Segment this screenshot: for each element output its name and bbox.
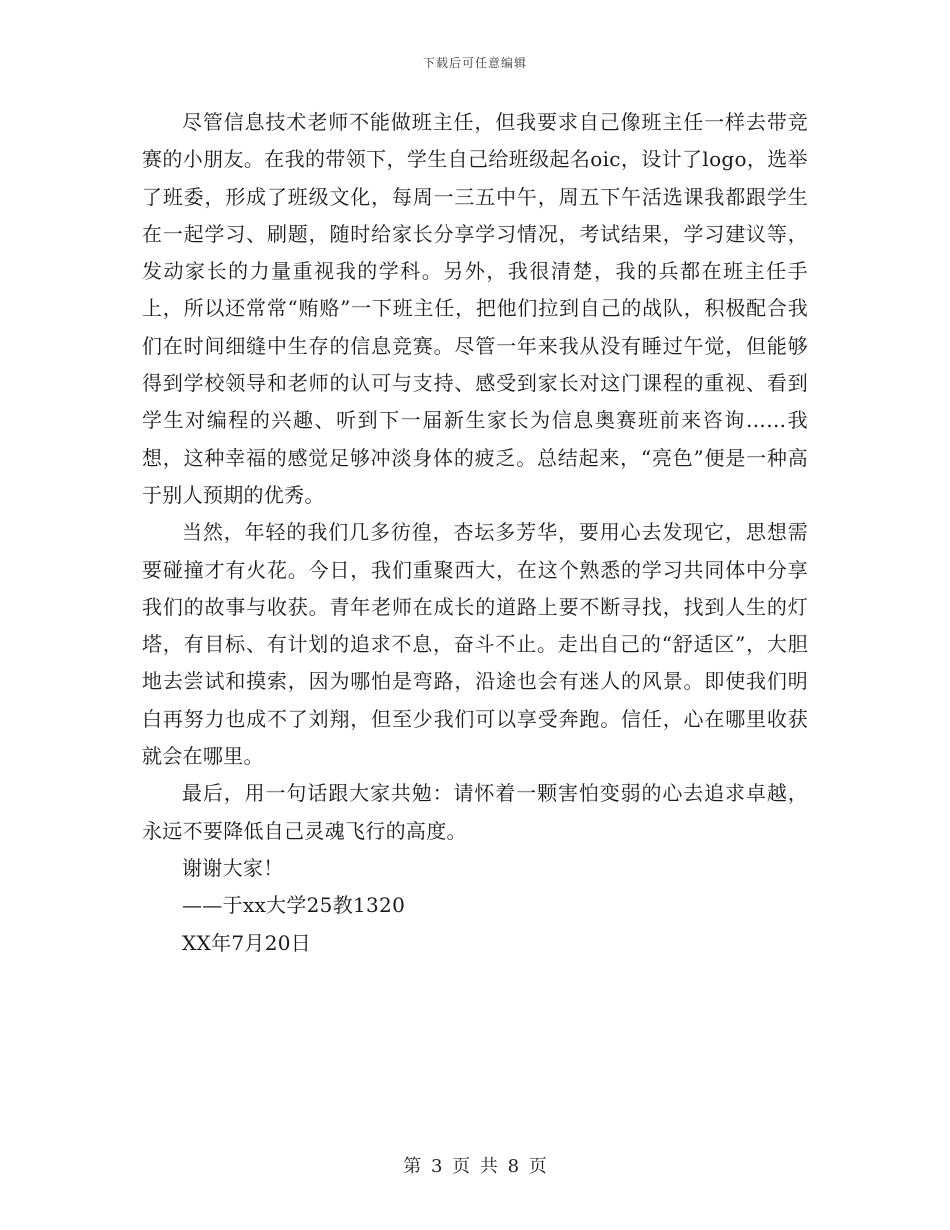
- closing-date: XX年7月20日: [182, 930, 312, 955]
- paragraph-2: 当然，年轻的我们几多彷徨，杏坛多芳华，要用心去发现它，思想需要碰撞才有火花。今日，我们重聚西大，在这个熟悉的学习共同体中分享我们的故事与收获。青年老师在成长的道路上要不断寻找，找到人生的灯塔，有目标、有计划的追求不息，奋斗不止。走出自己的“舒适区”，大胆地去尝试和摸索，因为哪怕是弯路，沿途也会有迷人的风景。即使我们明白再努力也成不了刘翔，但至少我们可以享受奔跑。信任，心在哪里收获就会在哪里。: [142, 520, 808, 769]
- page-number: 第 3 页 共 8 页: [403, 1156, 547, 1177]
- paragraph-3: 最后，用一句话跟大家共勉：请怀着一颗害怕变弱的心去追求卓越，永远不要降低自己灵魂飞行的高度。: [142, 781, 808, 843]
- document-body: [142, 104, 808, 962]
- paragraph-1: 尽管信息技术老师不能做班主任，但我要求自己像班主任一样去带竞赛的小朋友。在我的带领下，学生自己给班级起名oic，设计了logo，选举了班委，形成了班级文化，每周一三五中午，周五下午活选课我都跟学生在一起学习、刷题，随时给家长分享学习情况，考试结果，学习建议等，发动家长的力量重视我的学科。另外，我很清楚，我的兵都在班主任手上，所以还常常“贿赂”一下班主任，把他们拉到自己的战队，积极配合我们在时间细缝中生存的信息竞赛。尽管一年来我从没有睡过午觉，但能够得到学校领导和老师的认可与支持、感受到家长对这门课程的重视、看到学生对编程的兴趣、听到下一届新生家长为信息奥赛班前来咨询……我想，这种幸福的感觉足够冲淡身体的疲乏。总结起来，“亮色”便是一种高于别人预期的优秀。: [142, 110, 808, 507]
- page-header: 下载后可任意编辑: [422, 56, 527, 70]
- closing-signature: ——于xx大学25教1320: [182, 893, 406, 918]
- closing-thanks: 谢谢大家！: [182, 855, 284, 880]
